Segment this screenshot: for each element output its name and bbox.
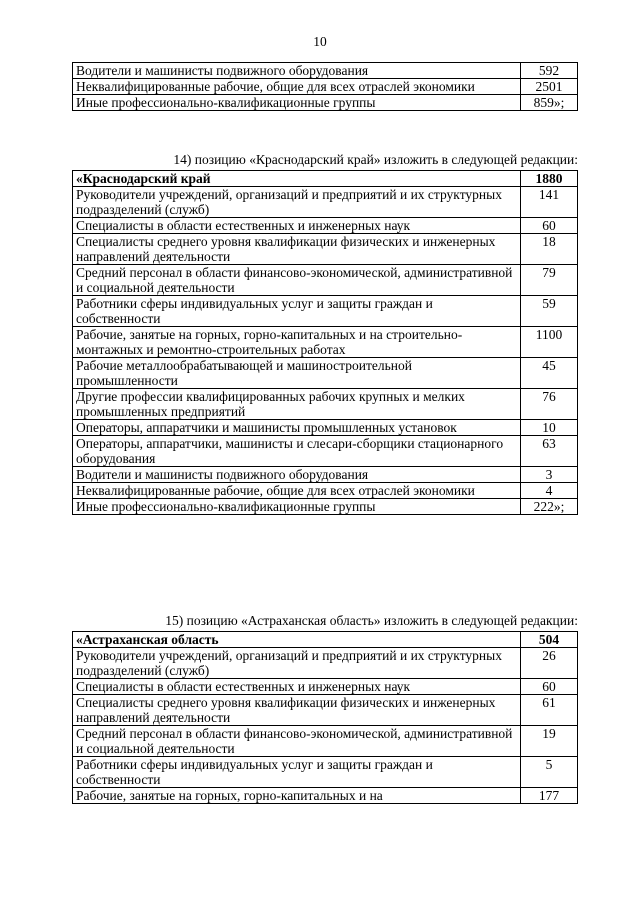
- occupation-group-cell: Водители и машинисты подвижного оборудования: [73, 467, 521, 483]
- table-row: [73, 358, 578, 389]
- quota-value-cell: 141: [521, 187, 578, 218]
- page-number: 10: [313, 34, 327, 49]
- occupation-group-cell: Операторы, аппаратчики, машинисты и слесари-сборщики стационарного оборудования: [73, 436, 521, 467]
- table-row: [73, 389, 578, 420]
- occupation-group-cell: Средний персонал в области финансово-экономической, административной и социальной деятельности: [73, 726, 521, 757]
- table-krasnodar-krai: [72, 170, 578, 515]
- occupation-group-cell: Водители и машинисты подвижного оборудования: [73, 63, 521, 79]
- occupation-group-cell: Средний персонал в области финансово-экономической, административной и социальной деятельности: [73, 265, 521, 296]
- quota-value-cell: 18: [521, 234, 578, 265]
- occupation-group-cell: Работники сферы индивидуальных услуг и защиты граждан и собственности: [73, 296, 521, 327]
- quota-value-cell: 60: [521, 679, 578, 695]
- occupation-group-cell: Другие профессии квалифицированных рабочих крупных и мелких промышленных предприятий: [73, 389, 521, 420]
- quota-value-cell: 3: [521, 467, 578, 483]
- table-row: [73, 679, 578, 695]
- table-row: [73, 788, 578, 804]
- table-header-row: [73, 632, 578, 648]
- quota-value-cell: 4: [521, 483, 578, 499]
- occupation-group-cell: Руководители учреждений, организаций и предприятий и их структурных подразделений (служб): [73, 187, 521, 218]
- table-astrakhan-oblast: [72, 631, 578, 804]
- table-row: [73, 726, 578, 757]
- occupation-group-cell: Работники сферы индивидуальных услуг и защиты граждан и собственности: [73, 757, 521, 788]
- occupation-group-cell: Специалисты среднего уровня квалификации физических и инженерных направлений деятельности: [73, 234, 521, 265]
- table-row: [73, 234, 578, 265]
- instruction-14: 14) позицию «Краснодарский край» изложить в следующей редакции:: [173, 152, 578, 167]
- quota-value-cell: 504: [521, 632, 578, 648]
- quota-value-cell: 76: [521, 389, 578, 420]
- table-row: [73, 63, 578, 79]
- table-row: [73, 499, 578, 515]
- quota-value-cell: 592: [521, 63, 578, 79]
- quota-value-cell: 10: [521, 420, 578, 436]
- table-row: [73, 648, 578, 679]
- occupation-group-cell: «Краснодарский край: [73, 171, 521, 187]
- quota-value-cell: 61: [521, 695, 578, 726]
- quota-value-cell: 79: [521, 265, 578, 296]
- occupation-group-cell: Неквалифицированные рабочие, общие для всех отраслей экономики: [73, 483, 521, 499]
- table-continuation: [72, 62, 578, 111]
- quota-value-cell: 222»;: [521, 499, 578, 515]
- table-row: [73, 79, 578, 95]
- occupation-group-cell: Руководители учреждений, организаций и предприятий и их структурных подразделений (служб): [73, 648, 521, 679]
- table-row: [73, 467, 578, 483]
- quota-value-cell: 1100: [521, 327, 578, 358]
- quota-value-cell: 19: [521, 726, 578, 757]
- quota-value-cell: 1880: [521, 171, 578, 187]
- occupation-group-cell: «Астраханская область: [73, 632, 521, 648]
- quota-value-cell: 45: [521, 358, 578, 389]
- quota-value-cell: 859»;: [521, 95, 578, 111]
- occupation-group-cell: Рабочие, занятые на горных, горно-капитальных и на строительно-монтажных и ремонтно-строительных работах: [73, 327, 521, 358]
- occupation-group-cell: Рабочие, занятые на горных, горно-капитальных и на: [73, 788, 521, 804]
- table-header-row: [73, 171, 578, 187]
- table-row: [73, 695, 578, 726]
- occupation-group-cell: Специалисты среднего уровня квалификации физических и инженерных направлений деятельности: [73, 695, 521, 726]
- table-row: [73, 420, 578, 436]
- table-row: [73, 436, 578, 467]
- quota-value-cell: 26: [521, 648, 578, 679]
- quota-value-cell: 59: [521, 296, 578, 327]
- table-row: [73, 218, 578, 234]
- table-row: [73, 296, 578, 327]
- quota-value-cell: 177: [521, 788, 578, 804]
- occupation-group-cell: Иные профессионально-квалификационные группы: [73, 499, 521, 515]
- occupation-group-cell: Специалисты в области естественных и инженерных наук: [73, 218, 521, 234]
- quota-value-cell: 63: [521, 436, 578, 467]
- table-row: [73, 187, 578, 218]
- occupation-group-cell: Специалисты в области естественных и инженерных наук: [73, 679, 521, 695]
- instruction-15: 15) позицию «Астраханская область» изложить в следующей редакции:: [165, 613, 578, 628]
- occupation-group-cell: Операторы, аппаратчики и машинисты промышленных установок: [73, 420, 521, 436]
- occupation-group-cell: Иные профессионально-квалификационные группы: [73, 95, 521, 111]
- quota-value-cell: 5: [521, 757, 578, 788]
- table-row: [73, 757, 578, 788]
- table-row: [73, 265, 578, 296]
- table-row: [73, 483, 578, 499]
- quota-value-cell: 60: [521, 218, 578, 234]
- table-row: [73, 95, 578, 111]
- quota-value-cell: 2501: [521, 79, 578, 95]
- table-row: [73, 327, 578, 358]
- occupation-group-cell: Рабочие металлообрабатывающей и машиностроительной промышленности: [73, 358, 521, 389]
- occupation-group-cell: Неквалифицированные рабочие, общие для всех отраслей экономики: [73, 79, 521, 95]
